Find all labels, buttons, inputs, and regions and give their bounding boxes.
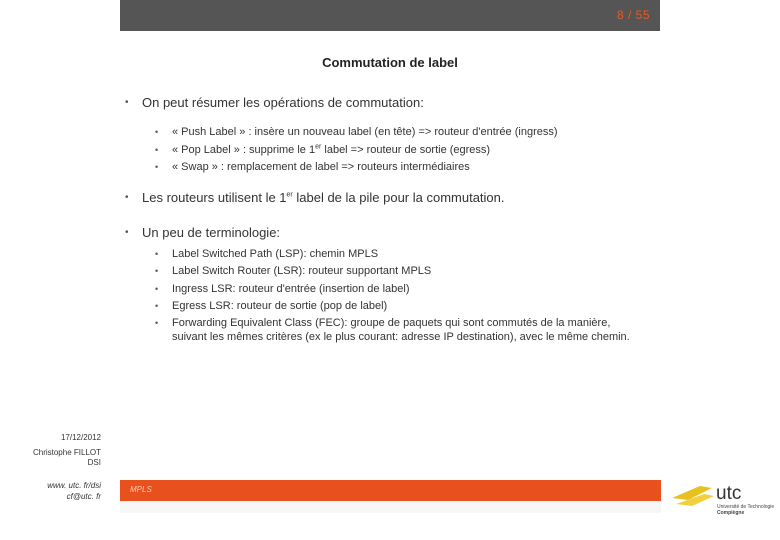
bullet-routers	[125, 190, 665, 206]
svg-text:utc: utc	[716, 483, 742, 504]
list-item-egress: • Egress LSR: routeur de sortie (pop de label)	[155, 298, 665, 316]
pop-text-sup: er	[315, 142, 322, 150]
author-name: Christophe FILLOT	[32, 448, 101, 457]
slide-title: Commutation de label	[322, 55, 458, 70]
list-item-lsr: • Label Switch Router (LSR): routeur supportant MPLS	[155, 263, 665, 281]
bullet-operations: • On peut résumer les opérations de commutation:	[125, 95, 665, 111]
list-item-swap: • « Swap » : remplacement de label => routeurs intermédiaires	[155, 159, 665, 177]
operations-list	[125, 124, 665, 177]
footer-label: MPLS	[130, 485, 152, 494]
page-number: 8 / 55	[616, 8, 650, 22]
pop-text-before: « Pop Label » : supprime le 1	[172, 143, 316, 156]
pop-text-after: label => routeur de sortie (egress)	[321, 143, 491, 156]
routers-text-sup: er	[286, 191, 293, 199]
list-item-push: • « Push Label » : insère un nouveau label (en tête) => routeur d'entrée (ingress)	[155, 124, 665, 142]
utc-logo-graphic	[670, 472, 774, 518]
svg-text:Université de Technologie: Université de Technologie	[717, 504, 774, 510]
footer-bar	[120, 480, 661, 501]
terminology-list	[125, 246, 665, 344]
utc-logo	[670, 472, 774, 518]
website-link[interactable]: www. utc. fr/dsi	[47, 481, 101, 490]
list-item-pop	[155, 142, 665, 160]
list-item-fec: • Forwarding Equivalent Class (FEC): groupe de paquets qui sont commutés de la manière, suivant les mêmes critères (ex le plus courant: adresse IP destination), avec le même chemin.	[155, 316, 642, 344]
author-dept: DSI	[87, 458, 101, 467]
svg-text:Compiègne: Compiègne	[717, 510, 745, 516]
slide-content	[125, 95, 665, 344]
slide-date: 17/12/2012	[60, 433, 101, 442]
header-bar	[120, 0, 660, 31]
footer-strip	[120, 501, 661, 513]
routers-text-before: Les routeurs utilisent le 1	[142, 189, 287, 205]
list-item-lsp: • Label Switched Path (LSP): chemin MPLS	[155, 246, 665, 264]
bullet-terminology: • Un peu de terminologie:	[125, 225, 665, 241]
list-item-ingress: • Ingress LSR: routeur d'entrée (insertion de label)	[155, 281, 665, 299]
email-link[interactable]: cf@utc. fr	[66, 492, 101, 501]
routers-text-after: label de la pile pour la commutation.	[292, 189, 505, 205]
